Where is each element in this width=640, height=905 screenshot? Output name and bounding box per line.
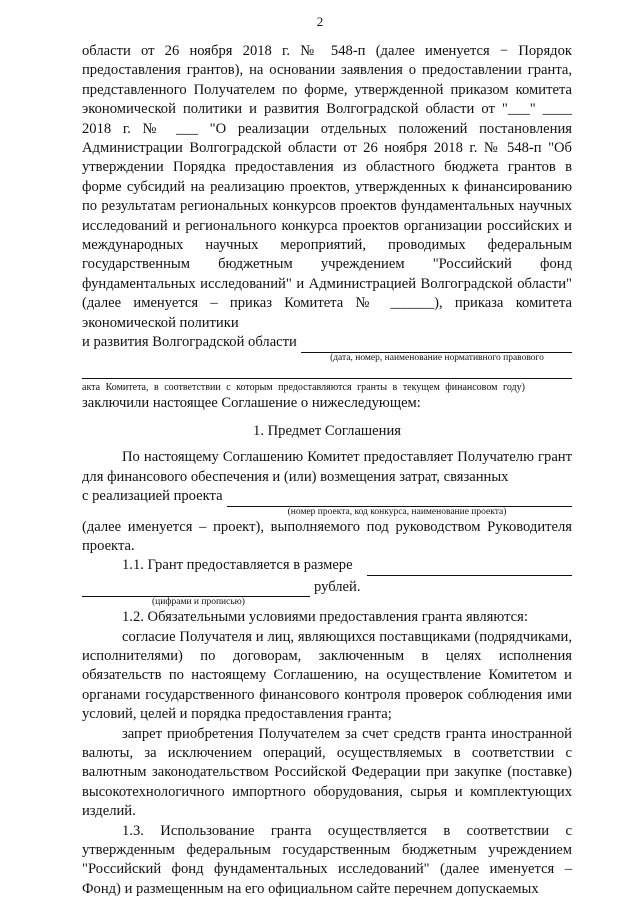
grant-amount-row	[82, 556, 572, 575]
page-number: 2	[316, 14, 324, 29]
item-1-2-consent: согласие Получателя и лиц, являющихся поставщиками (подрядчиками, исполнителями) по договорам, заключенным в целях исполнения обязательств по настоящему Соглашению, на осуществление Комитетом и органами государственного финансового контроля проверок соблюдения ими условий, целей и порядка предоставления гранта;	[82, 628, 572, 723]
grant-amount-label: 1.1. Грант предоставляется в размере	[122, 557, 353, 574]
item-1-2-currency-ban: запрет приобретения Получателем за счет средств гранта иностранной валюты, за исключением операций, осуществляемых в соответствии с валютным законодательством Российской Федерации при закупке (поставке) высокотехнологичного импортного оборудования, сырья и комплектующих изделий.	[82, 725, 572, 820]
intro-tail: и развития Волгоградской области	[82, 334, 297, 351]
grant-amount-fill-line-2	[82, 582, 310, 597]
section1-paragraph: По настоящему Соглашению Комитет предоставляет Получателю грант для финансового обеспечения и (или) возмещения затрат, связанных	[82, 449, 572, 485]
intro-tail-row	[82, 333, 572, 352]
document-body	[82, 42, 572, 899]
agreement-intro: заключили настоящее Соглашение о нижеследующем:	[82, 394, 421, 411]
legal-act-note-continued: акта Комитета, в соответствии с которым предоставляются гранты в текущем финансовом году)	[82, 381, 525, 393]
item-1-2: 1.2. Обязательными условиями предоставления гранта являются:	[122, 609, 528, 626]
grant-amount-row-2	[82, 578, 572, 597]
project-note: (номер проекта, код конкурса, наименование проекта)	[287, 506, 507, 517]
legal-act-fill-line	[301, 338, 572, 353]
project-label: с реализацией проекта	[82, 488, 223, 505]
section1-paragraph-continued: (далее именуется – проект), выполняемого под руководством Руководителя проекта.	[82, 518, 572, 554]
project-row	[82, 487, 572, 506]
rubles-label: рублей.	[314, 578, 361, 595]
legal-act-continuation-line	[82, 364, 572, 379]
section-heading: 1. Предмет Соглашения	[253, 422, 401, 439]
project-fill-line	[227, 492, 572, 507]
item-1-3: 1.3. Использование гранта осуществляется в соответствии с утвержденным федеральным государственным бюджетным учреждением "Российский фонд фундаментальных исследований" (далее именуется – Фонд) и размещенным на его официальном сайте перечнем допускаемых	[82, 822, 572, 897]
grant-amount-fill-line	[367, 561, 572, 576]
amount-note: (цифрами и прописью)	[152, 597, 245, 608]
intro-paragraph: области от 26 ноября 2018 г. № 548-п (далее именуется − Порядок предоставления грантов), на основании заявления о предоставлении гранта, представленного Получателем по форме, утвержденной приказом комитета экономической политики и развития Волгоградской области от "___" ____ 2018 г. № ___ "О реализации отдельных положений постановления Администрации Волгоградской области от 26 ноября 2018 г. № 548-п "Об утверждении Порядка предоставления из областного бюджета грантов в форме субсидий на реализацию проектов, утвержденных к финансированию по результатам региональных конкурсов проектов фундаментальных научных исследований и регионального конкурса проектов организации российских и международных научных мероприятий, проводимых федеральным государственным бюджетным учреждением "Российский фонд фундаментальных исследований" и Администрацией Волгоградской области" (далее именуется – приказ Комитета № ______), приказа комитета экономической политики	[82, 43, 572, 331]
legal-act-note: (дата, номер, наименование нормативного правового	[330, 352, 544, 363]
